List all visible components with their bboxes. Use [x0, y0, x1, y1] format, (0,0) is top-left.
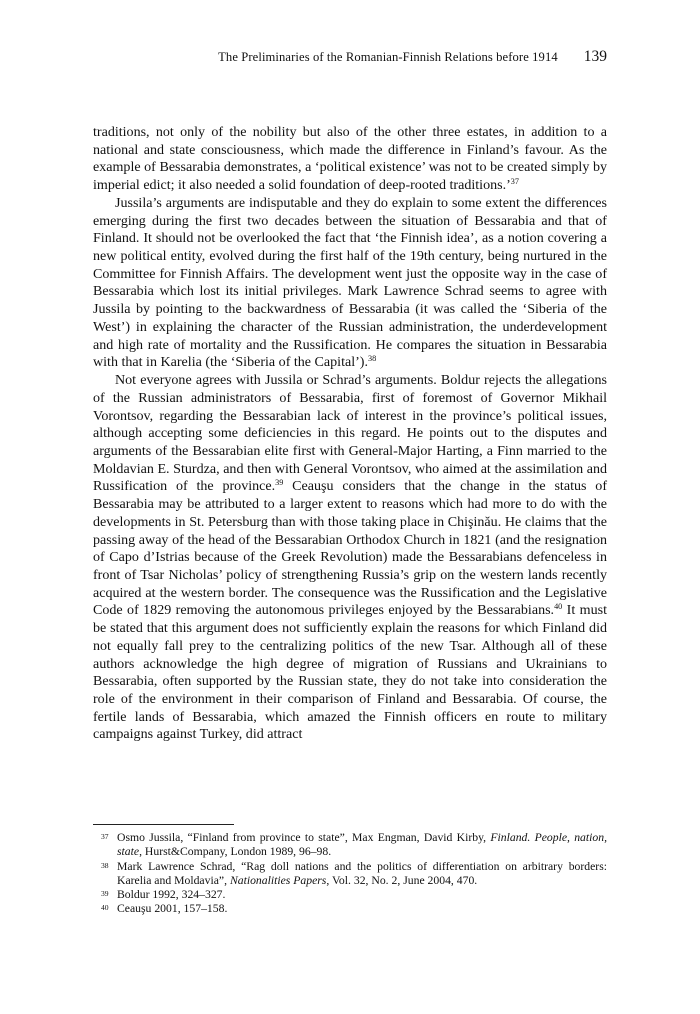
paragraph-text: It must be stated that this argument does not sufficiently explain the reasons for which Finland did not equally fall prey to the centralizing politics of the new Tsar. Although all of these authors acknowledge the high degree of migration of Russians and Ukrainians to Bessarabia, often supported by the Russian state, they do not take into consideration the role of the environment in their comparison of Finland and Bessarabia. Of course, the fertile lands of Bessarabia, which amazed the Finnish officers en route to military campaigns against Turkey, did attract	[93, 602, 607, 743]
footnote-text-part: , Vol. 32, No. 2, June 2004, 470.	[326, 873, 478, 887]
paragraph-3	[93, 372, 607, 744]
paragraph-1	[93, 124, 607, 195]
footnote	[93, 902, 607, 916]
footnote-title: Nationalities Papers	[229, 873, 327, 887]
footnote-ref-39[interactable]: 39	[275, 478, 284, 488]
footnotes	[93, 831, 607, 917]
footnote-text-part: Ceauşu 2001, 157–158.	[117, 902, 228, 916]
footnote	[93, 860, 607, 889]
footnote-text-part: Mark Lawrence Schrad, “Rag doll nations and the politics of differentiation on arbitrary borders: Karelia and Moldavia”,	[117, 859, 607, 887]
running-head	[0, 48, 607, 70]
running-title: The Preliminaries of the Romanian-Finnish Relations before 1914	[218, 50, 558, 64]
paragraph-2	[93, 195, 607, 372]
footnote-ref-37[interactable]: 37	[510, 177, 519, 187]
footnote-number: 38	[101, 860, 109, 870]
footnote-text	[117, 888, 607, 902]
footnote-number: 37	[101, 832, 109, 841]
main-text	[93, 124, 607, 744]
footnote-ref-40[interactable]: 40	[554, 602, 563, 612]
page-number: 139	[583, 48, 607, 65]
footnote-text-part: Osmo Jussila, “Finland from province to state”, Max Engman, David Kirby,	[117, 831, 491, 844]
paragraph-text: Ceauşu considers that the change in the status of Bessarabia may be attributed to a larger extent to reasons which had more to do with the developments in St. Petersburg than with those taking place in Chişinău. He claims that the passing away of the head of the Bessarabian Orthodox Church in 1821 (and the resignation of Capo d’Istrias because of the Greek Revolution) made the Bessarabians defenceless in front of Tsar Nicholas’ policy of strengthening Russia’s grip on the western lands recently acquired at the western border. The consequence was the Russification and the Legislative Code of 1829 removing the autonomous privileges enjoyed by the Bessarabians.	[93, 478, 607, 619]
footnote	[93, 888, 607, 902]
footnote-number: 40	[101, 903, 109, 913]
footnote	[93, 831, 607, 860]
paragraph-text: Not everyone agrees with Jussila or Schrad’s arguments. Boldur rejects the allegations of the Russian administrators of Bessarabia, first of foremost of Governor Mikhail Vorontsov, regarding the Bessarabian lack of interest in the province’s political issues, although accepting some deficiencies in this regard. He points out to the disputes and arguments of the Bessarabian elite first with General-Major Harting, a Finn married to the Moldavian E. Sturdza, and then with General Vorontsov, who aimed at the assimilation and Russification of the province.	[93, 372, 607, 495]
footnote-ref-38[interactable]: 38	[368, 354, 377, 364]
footnote-text-part: Boldur 1992, 324–327.	[117, 888, 226, 902]
footnote-text	[117, 831, 607, 860]
paragraph-text: Jussila’s arguments are indisputable and they do explain to some extent the differences emerging during the first two decades between the situation of Bessarabia and that of Finland. It should not be overlooked the fact that ‘the Finnish idea’, as a notion covering a new political entity, evolved during the first half of the 19th century, being nurtured in the Committee for Finnish Affairs. The development went just the opposite way in the case of Bessarabia which lost its initial privileges. Mark Lawrence Schrad seems to agree with Jussila by pointing to the backwardness of Bessarabia (it was called the ‘Siberia of the West’) in explaining the character of the Russian administration, the underdevelopment and high rate of mortality and the Russification. He compares the situation in Bessarabia with that in Karelia (the ‘Siberia of the Capital’).	[93, 194, 607, 371]
paragraph-text: traditions, not only of the nobility but also of the other three estates, in addition to a national and state consciousness, which made the difference in Finland’s favour. As the example of Bessarabia demonstrates, a ‘political existence’ was not to be created simply by imperial edict; it also needed a solid foundation of deep-rooted traditions.’	[93, 124, 607, 194]
footnote-separator	[93, 824, 234, 825]
footnote-text-part: , Hurst&Company, London 1989, 96–98.	[139, 845, 332, 859]
footnote-title: Finland. People, nation, state	[117, 831, 608, 859]
footnote-text	[117, 902, 607, 916]
footnote-number: 39	[101, 889, 109, 899]
footnote-text	[117, 860, 607, 889]
